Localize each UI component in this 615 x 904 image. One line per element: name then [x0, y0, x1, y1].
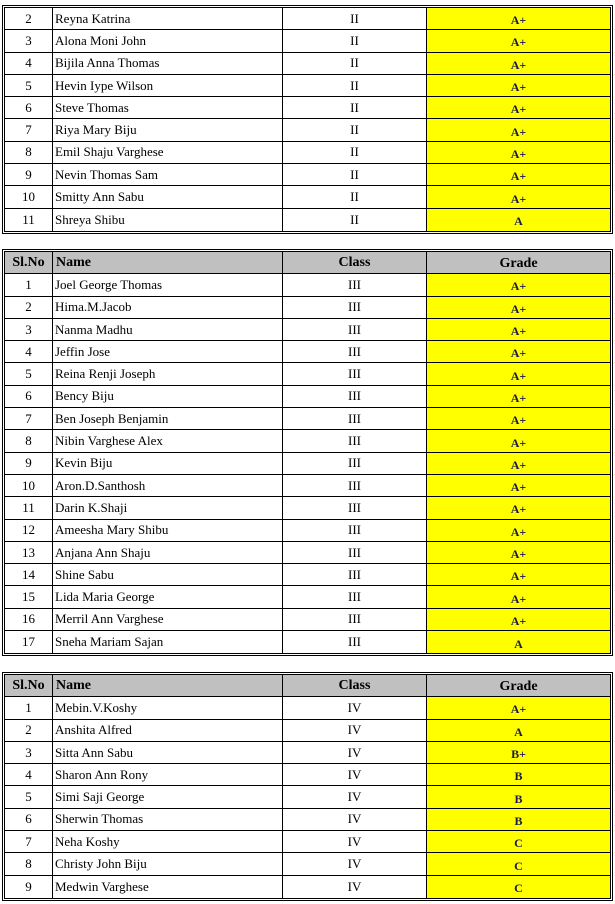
class-cell: III — [283, 408, 427, 429]
serial-number-cell: 12 — [5, 520, 53, 541]
student-name-cell: Bijila Anna Thomas — [53, 53, 283, 74]
serial-number-cell: 3 — [5, 742, 53, 763]
grade-cell: A+ — [427, 430, 610, 451]
grade-cell: A+ — [427, 497, 610, 518]
serial-number-cell: 15 — [5, 586, 53, 607]
grade-table-class-iii — [2, 249, 613, 656]
table-row — [5, 319, 610, 341]
serial-number-cell: 6 — [5, 97, 53, 118]
table-row — [5, 142, 610, 164]
student-name-cell: Anshita Alfred — [53, 720, 283, 741]
grade-table-class-iv — [2, 672, 613, 901]
grade-cell: A+ — [427, 363, 610, 384]
class-cell: III — [283, 386, 427, 407]
grade-cell: A+ — [427, 475, 610, 496]
student-name-cell: Jeffin Jose — [53, 341, 283, 362]
student-name-cell: Kevin Biju — [53, 453, 283, 474]
serial-number-cell: 1 — [5, 274, 53, 295]
serial-number-cell: 2 — [5, 720, 53, 741]
header-class: Class — [283, 252, 427, 273]
student-name-cell: Ben Joseph Benjamin — [53, 408, 283, 429]
class-cell: III — [283, 319, 427, 340]
student-name-cell: Sitta Ann Sabu — [53, 742, 283, 763]
serial-number-cell: 5 — [5, 75, 53, 96]
serial-number-cell: 7 — [5, 119, 53, 140]
class-cell: III — [283, 609, 427, 630]
table-row — [5, 30, 610, 52]
serial-number-cell: 11 — [5, 209, 53, 231]
grade-cell: A+ — [427, 453, 610, 474]
class-cell: II — [283, 75, 427, 96]
class-cell: II — [283, 142, 427, 163]
grade-cell: A+ — [427, 520, 610, 541]
serial-number-cell: 10 — [5, 475, 53, 496]
table-row — [5, 186, 610, 208]
serial-number-cell: 9 — [5, 164, 53, 185]
table-row — [5, 453, 610, 475]
table-row — [5, 809, 610, 831]
grade-table-class-ii — [2, 5, 613, 234]
student-name-cell: Medwin Varghese — [53, 876, 283, 898]
header-slno: Sl.No — [5, 675, 53, 696]
grade-cell: B — [427, 764, 610, 785]
student-name-cell: Emil Shaju Varghese — [53, 142, 283, 163]
serial-number-cell: 7 — [5, 408, 53, 429]
grade-cell: A+ — [427, 341, 610, 362]
table-row — [5, 631, 610, 653]
class-cell: IV — [283, 786, 427, 807]
grade-cell: A+ — [427, 542, 610, 563]
grade-cell: A — [427, 209, 610, 231]
table-row — [5, 119, 610, 141]
header-name: Name — [53, 675, 283, 696]
serial-number-cell: 3 — [5, 30, 53, 51]
serial-number-cell: 14 — [5, 564, 53, 585]
class-cell: III — [283, 475, 427, 496]
serial-number-cell: 16 — [5, 609, 53, 630]
table-row — [5, 209, 610, 231]
table-row — [5, 8, 610, 30]
class-cell: II — [283, 53, 427, 74]
grade-cell: C — [427, 831, 610, 852]
student-name-cell: Merril Ann Varghese — [53, 609, 283, 630]
grade-cell: A+ — [427, 408, 610, 429]
table-row — [5, 363, 610, 385]
class-cell: II — [283, 209, 427, 231]
class-cell: III — [283, 586, 427, 607]
student-name-cell: Neha Koshy — [53, 831, 283, 852]
class-cell: III — [283, 430, 427, 451]
student-name-cell: Smitty Ann Sabu — [53, 186, 283, 207]
class-cell: III — [283, 631, 427, 653]
class-cell: II — [283, 30, 427, 51]
grade-cell: A+ — [427, 386, 610, 407]
table-row — [5, 853, 610, 875]
serial-number-cell: 4 — [5, 53, 53, 74]
student-name-cell: Anjana Ann Shaju — [53, 542, 283, 563]
serial-number-cell: 7 — [5, 831, 53, 852]
student-name-cell: Aron.D.Santhosh — [53, 475, 283, 496]
grade-cell: A+ — [427, 586, 610, 607]
table-row — [5, 475, 610, 497]
serial-number-cell: 8 — [5, 853, 53, 874]
grade-cell: A — [427, 631, 610, 653]
class-cell: III — [283, 564, 427, 585]
grade-cell: A+ — [427, 297, 610, 318]
student-name-cell: Hima.M.Jacob — [53, 297, 283, 318]
grade-cell: A+ — [427, 8, 610, 29]
student-name-cell: Alona Moni John — [53, 30, 283, 51]
student-name-cell: Shine Sabu — [53, 564, 283, 585]
class-cell: IV — [283, 876, 427, 898]
table-header-row — [5, 252, 610, 274]
student-name-cell: Nanma Madhu — [53, 319, 283, 340]
class-cell: III — [283, 453, 427, 474]
grade-cell: B+ — [427, 742, 610, 763]
table-row — [5, 53, 610, 75]
serial-number-cell: 6 — [5, 386, 53, 407]
table-row — [5, 97, 610, 119]
table-row — [5, 697, 610, 719]
class-cell: II — [283, 8, 427, 29]
grade-cell: A+ — [427, 97, 610, 118]
student-name-cell: Ameesha Mary Shibu — [53, 520, 283, 541]
student-name-cell: Bency Biju — [53, 386, 283, 407]
class-cell: II — [283, 164, 427, 185]
class-cell: III — [283, 274, 427, 295]
class-cell: III — [283, 542, 427, 563]
student-name-cell: Christy John Biju — [53, 853, 283, 874]
grade-cell: B — [427, 786, 610, 807]
grade-cell: A+ — [427, 564, 610, 585]
student-name-cell: Reina Renji Joseph — [53, 363, 283, 384]
student-name-cell: Joel George Thomas — [53, 274, 283, 295]
table-row — [5, 876, 610, 898]
table-row — [5, 542, 610, 564]
header-slno: Sl.No — [5, 252, 53, 273]
grade-cell: B — [427, 809, 610, 830]
student-name-cell: Riya Mary Biju — [53, 119, 283, 140]
student-name-cell: Simi Saji George — [53, 786, 283, 807]
table-row — [5, 786, 610, 808]
class-cell: II — [283, 97, 427, 118]
class-cell: IV — [283, 809, 427, 830]
class-cell: IV — [283, 764, 427, 785]
student-name-cell: Mebin.V.Koshy — [53, 697, 283, 718]
grade-cell: A+ — [427, 609, 610, 630]
grade-cell: A+ — [427, 142, 610, 163]
serial-number-cell: 9 — [5, 876, 53, 898]
table-row — [5, 564, 610, 586]
table-row — [5, 430, 610, 452]
table-row — [5, 520, 610, 542]
student-name-cell: Sneha Mariam Sajan — [53, 631, 283, 653]
class-cell: IV — [283, 720, 427, 741]
table-row — [5, 497, 610, 519]
table-row — [5, 297, 610, 319]
header-name: Name — [53, 252, 283, 273]
class-cell: IV — [283, 742, 427, 763]
class-cell: IV — [283, 697, 427, 718]
grade-cell: A+ — [427, 119, 610, 140]
grade-cell: A — [427, 720, 610, 741]
serial-number-cell: 5 — [5, 363, 53, 384]
student-name-cell: Sherwin Thomas — [53, 809, 283, 830]
grade-cell: A+ — [427, 274, 610, 295]
class-cell: III — [283, 341, 427, 362]
serial-number-cell: 4 — [5, 764, 53, 785]
table-header-row — [5, 675, 610, 697]
grade-cell: C — [427, 853, 610, 874]
table-row — [5, 164, 610, 186]
grade-cell: A+ — [427, 319, 610, 340]
table-row — [5, 386, 610, 408]
class-cell: II — [283, 119, 427, 140]
class-cell: II — [283, 186, 427, 207]
serial-number-cell: 1 — [5, 697, 53, 718]
serial-number-cell: 8 — [5, 430, 53, 451]
grade-cell: A+ — [427, 75, 610, 96]
student-name-cell: Shreya Shibu — [53, 209, 283, 231]
header-class: Class — [283, 675, 427, 696]
table-row — [5, 75, 610, 97]
grade-cell: A+ — [427, 53, 610, 74]
student-name-cell: Sharon Ann Rony — [53, 764, 283, 785]
grade-cell: A+ — [427, 164, 610, 185]
student-name-cell: Nibin Varghese Alex — [53, 430, 283, 451]
grade-cell: A+ — [427, 30, 610, 51]
serial-number-cell: 17 — [5, 631, 53, 653]
grade-cell: A+ — [427, 697, 610, 718]
grade-cell: C — [427, 876, 610, 898]
serial-number-cell: 5 — [5, 786, 53, 807]
student-name-cell: Reyna Katrina — [53, 8, 283, 29]
serial-number-cell: 2 — [5, 8, 53, 29]
class-cell: IV — [283, 853, 427, 874]
serial-number-cell: 8 — [5, 142, 53, 163]
header-grade: Grade — [427, 252, 610, 273]
serial-number-cell: 10 — [5, 186, 53, 207]
table-row — [5, 609, 610, 631]
serial-number-cell: 9 — [5, 453, 53, 474]
serial-number-cell: 11 — [5, 497, 53, 518]
table-row — [5, 586, 610, 608]
class-cell: III — [283, 363, 427, 384]
student-name-cell: Steve Thomas — [53, 97, 283, 118]
table-row — [5, 341, 610, 363]
table-row — [5, 831, 610, 853]
table-row — [5, 408, 610, 430]
header-grade: Grade — [427, 675, 610, 696]
class-cell: III — [283, 297, 427, 318]
student-name-cell: Lida Maria George — [53, 586, 283, 607]
table-row — [5, 764, 610, 786]
serial-number-cell: 6 — [5, 809, 53, 830]
serial-number-cell: 4 — [5, 341, 53, 362]
student-name-cell: Hevin Iype Wilson — [53, 75, 283, 96]
class-cell: IV — [283, 831, 427, 852]
serial-number-cell: 2 — [5, 297, 53, 318]
grade-cell: A+ — [427, 186, 610, 207]
serial-number-cell: 3 — [5, 319, 53, 340]
student-name-cell: Darin K.Shaji — [53, 497, 283, 518]
table-row — [5, 274, 610, 296]
student-name-cell: Nevin Thomas Sam — [53, 164, 283, 185]
serial-number-cell: 13 — [5, 542, 53, 563]
table-row — [5, 742, 610, 764]
class-cell: III — [283, 497, 427, 518]
table-row — [5, 720, 610, 742]
class-cell: III — [283, 520, 427, 541]
